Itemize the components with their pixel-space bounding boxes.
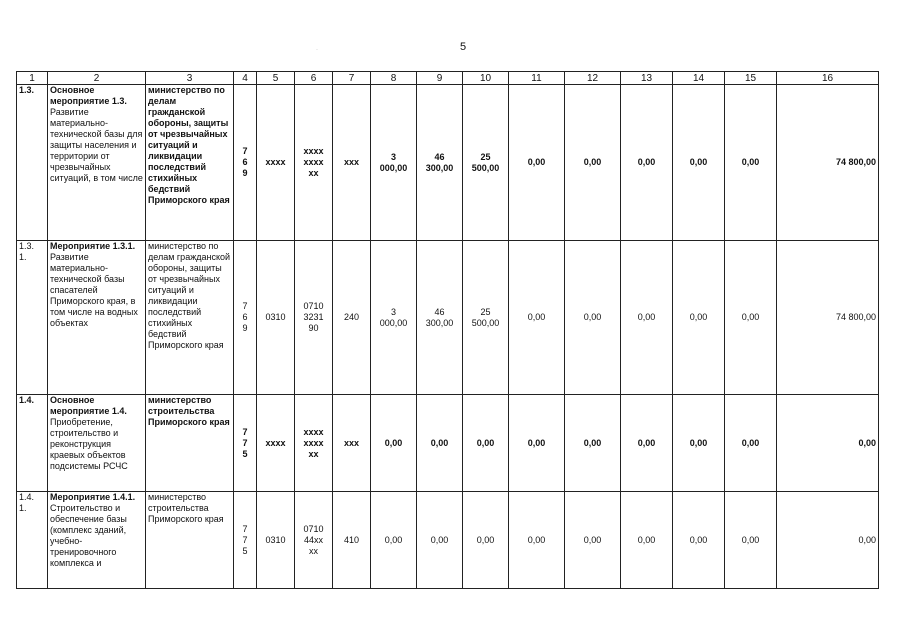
row-number: 1.3. [17,85,48,241]
table-row [17,85,879,241]
vr-cell: 410 [333,492,371,589]
amount-col14: 0,00 [673,241,725,395]
vr-cell: 240 [333,241,371,395]
amount-col9: 0,00 [417,492,463,589]
activity-title: Основное мероприятие 1.4. [50,395,127,416]
amount-col8: 0,00 [371,492,417,589]
header-row [17,72,879,85]
amount-col9: 46 300,00 [417,85,463,241]
activity-name-cell [48,85,146,241]
csr-cell: хххх хххх хх [295,395,333,492]
row-number: 1.4. [17,395,48,492]
activity-description: Приобретение, строительство и реконструкция краевых объектов подсистемы РСЧС [50,417,128,471]
header-cell: 6 [295,72,333,85]
header-cell: 12 [565,72,621,85]
grbs-cell: 7 6 9 [234,85,257,241]
activity-description: Развитие материально-технической базы для защиты населения и территории от чрезвычайных ситуаций, в том числе [50,107,143,183]
csr-cell: 0710 44хх хх [295,492,333,589]
amount-col14: 0,00 [673,85,725,241]
amount-col10: 25 500,00 [463,241,509,395]
activity-description: Развитие материально-технической базы спасателей Приморского края, в том числе на водных объектах [50,252,138,328]
rzpr-cell: 0310 [257,241,295,395]
csr-cell: 0710 3231 90 [295,241,333,395]
amount-col12: 0,00 [565,241,621,395]
amount-col8: 3 000,00 [371,85,417,241]
amount-col15: 0,00 [725,241,777,395]
rzpr-cell: хххх [257,395,295,492]
header-cell: 7 [333,72,371,85]
table-row [17,395,879,492]
activity-title: Мероприятие 1.3.1. [50,241,136,251]
executor-cell: министерство строительства Приморского края [146,492,234,589]
header-cell: 11 [509,72,565,85]
header-cell: 2 [48,72,146,85]
amount-col15: 0,00 [725,85,777,241]
table-row [17,492,879,589]
grbs-cell: 7 7 5 [234,492,257,589]
amount-col10: 25 500,00 [463,85,509,241]
amount-col9: 46 300,00 [417,241,463,395]
grbs-cell: 7 6 9 [234,241,257,395]
row-number: 1.3. 1. [17,241,48,395]
header-cell: 4 [234,72,257,85]
vr-cell: ххх [333,85,371,241]
amount-col8: 3 000,00 [371,241,417,395]
header-cell: 10 [463,72,509,85]
amount-col11: 0,00 [509,492,565,589]
scan-dot: · [316,47,318,53]
amount-total: 0,00 [777,492,879,589]
amount-col13: 0,00 [621,492,673,589]
amount-col10: 0,00 [463,492,509,589]
executor-cell: министерство по делам гражданской обороны, защиты от чрезвычайных ситуаций и ликвидации последствий стихийных бедствий Приморского края [146,241,234,395]
amount-col13: 0,00 [621,85,673,241]
amount-col15: 0,00 [725,492,777,589]
header-cell: 16 [777,72,879,85]
activity-title: Основное мероприятие 1.3. [50,85,127,106]
amount-col11: 0,00 [509,85,565,241]
amount-col13: 0,00 [621,395,673,492]
rzpr-cell: хххх [257,85,295,241]
amount-total: 74 800,00 [777,241,879,395]
activity-name-cell [48,241,146,395]
budget-table [16,71,879,589]
activity-name-cell [48,395,146,492]
vr-cell: ххх [333,395,371,492]
amount-col14: 0,00 [673,395,725,492]
header-cell: 14 [673,72,725,85]
page-number: 5 [460,41,467,53]
executor-cell: министерство по делам гражданской обороны, защиты от чрезвычайных ситуаций и ликвидации последствий стихийных бедствий Приморского края [146,85,234,241]
amount-total: 74 800,00 [777,85,879,241]
header-cell: 8 [371,72,417,85]
rzpr-cell: 0310 [257,492,295,589]
amount-col12: 0,00 [565,395,621,492]
csr-cell: хххх хххх хх [295,85,333,241]
amount-total: 0,00 [777,395,879,492]
header-cell: 15 [725,72,777,85]
amount-col11: 0,00 [509,395,565,492]
header-cell: 3 [146,72,234,85]
activity-description: Строительство и обеспечение базы (комплекс зданий, учебно-тренировочного комплекса и [50,503,127,568]
amount-col14: 0,00 [673,492,725,589]
amount-col8: 0,00 [371,395,417,492]
header-cell: 9 [417,72,463,85]
header-cell: 1 [17,72,48,85]
header-cell: 13 [621,72,673,85]
amount-col12: 0,00 [565,492,621,589]
header-cell: 5 [257,72,295,85]
executor-cell: министерство строительства Приморского края [146,395,234,492]
activity-title: Мероприятие 1.4.1. [50,492,136,502]
row-number: 1.4. 1. [17,492,48,589]
table-row [17,241,879,395]
activity-name-cell [48,492,146,589]
amount-col9: 0,00 [417,395,463,492]
amount-col13: 0,00 [621,241,673,395]
amount-col15: 0,00 [725,395,777,492]
amount-col12: 0,00 [565,85,621,241]
amount-col11: 0,00 [509,241,565,395]
grbs-cell: 7 7 5 [234,395,257,492]
amount-col10: 0,00 [463,395,509,492]
